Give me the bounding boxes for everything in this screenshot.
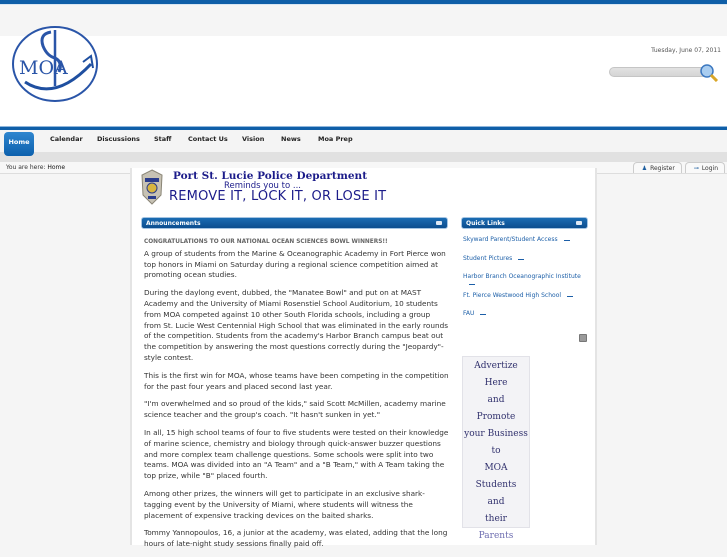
announcements-title: Announcements xyxy=(146,220,201,227)
quick-link-label: Harbor Branch Oceanographic Institute xyxy=(463,273,581,281)
user-links xyxy=(633,162,725,173)
article-paragraph: In all, 15 high school teams of four to five students were tested on their knowledge of marine science, chemistry and biology through quick-answer buzzer questions and more complex team challenge questions. Some schools were split into two teams. MOA was divided into an "A Team" and a "B Team," with A Team taking the top prize, while "B" placed fourth. xyxy=(144,427,449,481)
nav-item-discussions[interactable]: Discussions xyxy=(97,135,140,143)
banner-slogan: REMOVE IT, LOCK IT, OR LOSE IT xyxy=(169,189,387,204)
more-indicator xyxy=(518,259,524,260)
search-input[interactable] xyxy=(609,67,709,77)
police-badge-icon xyxy=(140,169,164,205)
nav-item-news[interactable]: News xyxy=(281,135,301,143)
article-paragraph: Among other prizes, the winners will get to participate in an exclusive shark-tagging event by the University of Miami, where students will witness the placement of expensive tracking devices on the baited sharks. xyxy=(144,488,425,520)
login-label: Login xyxy=(701,165,718,172)
breadcrumb-current[interactable]: Home xyxy=(47,164,66,171)
ad-line: Promote xyxy=(476,412,516,422)
nav-item-staff[interactable]: Staff xyxy=(154,135,172,143)
more-indicator xyxy=(567,296,573,297)
ad-line: your Business xyxy=(464,429,528,439)
quick-link-label: FAU xyxy=(463,310,475,318)
top-strip xyxy=(0,4,727,36)
nav-item-moa-prep[interactable]: Moa Prep xyxy=(318,135,353,143)
sub-nav-bar xyxy=(0,152,727,162)
banner-title: Port St. Lucie Police Department xyxy=(173,170,368,182)
quick-link-skyward[interactable] xyxy=(463,236,588,255)
advertisement-banner[interactable] xyxy=(462,356,530,541)
quick-link-harbor-branch[interactable] xyxy=(463,273,588,292)
article-paragraph: Tommy Yannopoulos, 16, a junior at the academy, was elated, adding that the long hours of late-night study sessions finally paid off. xyxy=(144,528,448,549)
nav-item-home[interactable]: Home xyxy=(4,132,34,156)
article-paragraph: A group of students from the Marine & Oceanographic Academy in Fort Pierce won top honors in Miami on Saturday during a regional science competition aimed at promoting ocean studies. xyxy=(144,248,446,280)
more-indicator xyxy=(480,314,486,315)
search-widget xyxy=(609,64,719,80)
minimize-icon[interactable] xyxy=(576,221,582,225)
login-button[interactable] xyxy=(685,162,725,173)
ad-line: and xyxy=(487,497,505,507)
current-date: Tuesday, June 07, 2011 xyxy=(651,47,721,54)
site-header xyxy=(0,36,727,126)
nav-item-vision[interactable]: Vision xyxy=(242,135,265,143)
article-paragraph: "I'm overwhelmed and so proud of the kids," said Scott McMillen, academy marine science teacher and the group's coach. "It hasn't sunken in yet." xyxy=(144,399,446,420)
quick-link-fau[interactable] xyxy=(463,310,588,329)
register-label: Register xyxy=(650,165,675,172)
ad-line: Here xyxy=(484,378,508,388)
article-paragraph: This is the first win for MOA, whose teams have been competing in the competition for the past four years and placed second last year. xyxy=(144,370,449,391)
quick-link-westwood[interactable] xyxy=(463,292,588,311)
police-banner xyxy=(136,168,426,210)
content-page xyxy=(130,168,597,549)
more-indicator xyxy=(564,240,570,241)
nav-item-contact-us[interactable]: Contact Us xyxy=(188,135,228,143)
article-title: CONGRATULATIONS TO OUR NATIONAL OCEAN SCIENCES BOWL WINNERS!! xyxy=(144,239,388,245)
ad-line: MOA Students xyxy=(475,463,517,490)
ad-line: their xyxy=(485,514,507,524)
key-icon: ⊸ xyxy=(693,165,699,172)
ad-line: to xyxy=(491,446,501,456)
quick-link-student-pictures[interactable] xyxy=(463,255,588,274)
quick-link-label: Ft. Pierce Westwood High School xyxy=(463,291,562,299)
ad-line: and xyxy=(487,395,505,405)
svg-text:MOA: MOA xyxy=(19,57,68,79)
ad-line: Parents xyxy=(478,531,514,541)
moa-logo[interactable] xyxy=(11,24,99,104)
more-indicator xyxy=(469,284,475,285)
register-button[interactable] xyxy=(633,162,682,173)
banner-subtitle: Reminds you to ... xyxy=(224,181,301,191)
search-icon[interactable] xyxy=(699,64,719,82)
ad-line: Advertize xyxy=(474,361,518,371)
article-paragraph: During the daylong event, dubbed, the "Manatee Bowl" and put on at MAST Academy and the University of Miami Rosenstiel School Auditorium, 10 students from MOA competed against 10 other South Florida schools, including a group from St. Lucie West Centennial High School that was eliminated in the early rounds of the competition. Students from the academy's Harbor Branch campus beat out the competition by answering the most questions correctly during the "Jeopardy"-style contest. xyxy=(144,288,449,362)
quick-link-label: Skyward Parent/Student Access xyxy=(463,236,558,243)
quick-link-label: Student Pictures xyxy=(463,254,513,262)
nav-item-calendar[interactable]: Calendar xyxy=(50,135,83,143)
user-icon: ♟ xyxy=(641,165,648,172)
print-icon[interactable] xyxy=(579,334,587,342)
quick-links-header xyxy=(461,217,588,229)
breadcrumb-prefix: You are here: xyxy=(6,164,46,171)
main-nav xyxy=(0,130,727,152)
breadcrumb xyxy=(6,164,65,171)
announcements-header xyxy=(141,217,448,229)
announcement-article xyxy=(144,237,449,557)
quick-links-title: Quick Links xyxy=(466,220,505,227)
minimize-icon[interactable] xyxy=(436,221,442,225)
quick-links-list xyxy=(463,236,588,329)
